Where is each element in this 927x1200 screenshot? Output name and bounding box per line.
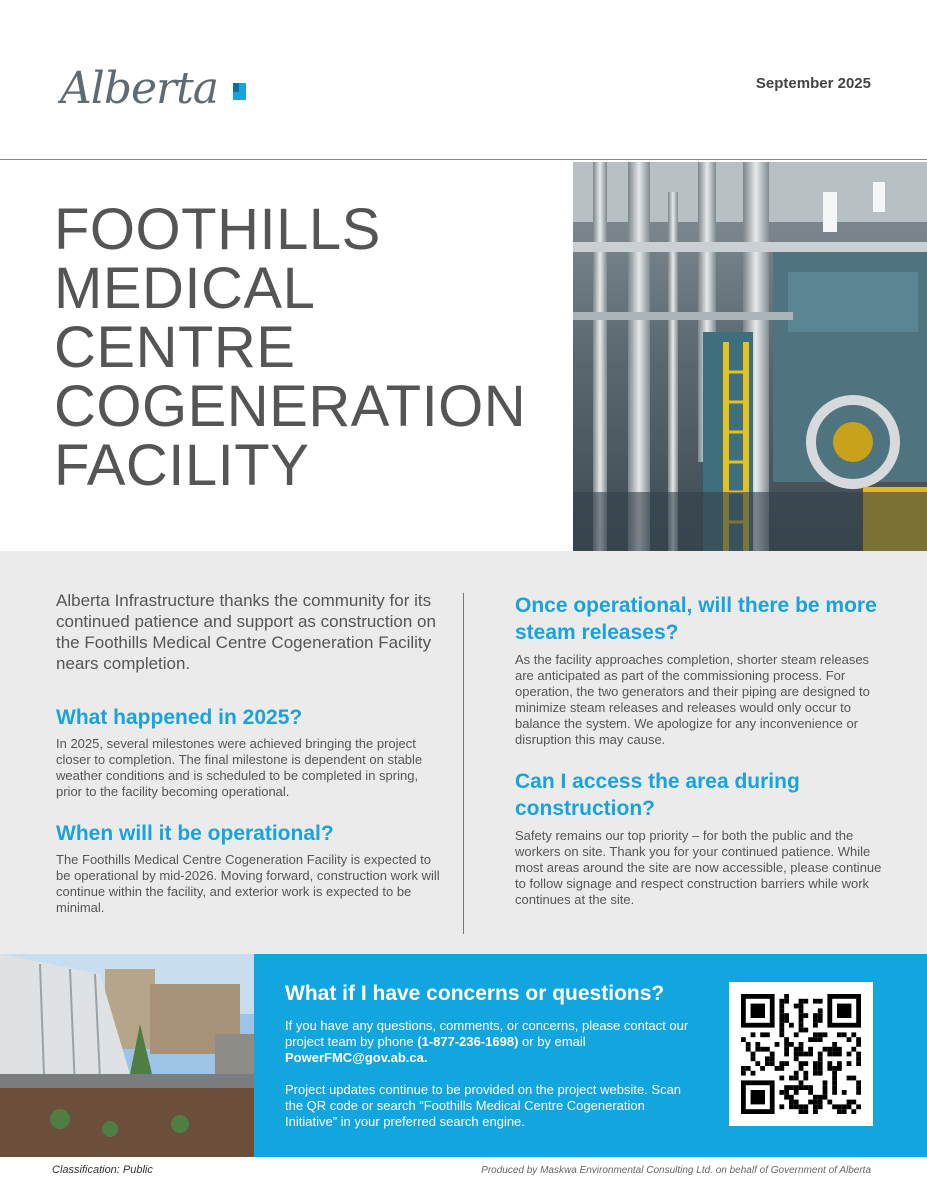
right-column [515, 592, 885, 928]
title-line: FACILITY [54, 433, 310, 498]
header-divider [0, 159, 927, 160]
alberta-logo-text: Alberta [60, 63, 218, 114]
title-line: FOOTHILLS [54, 197, 381, 262]
contact-text: If you have any questions, comments, or concerns, please contact our project team by phone [285, 1018, 689, 1049]
contact-paragraph [285, 1018, 690, 1066]
contact-text: or by email [518, 1034, 586, 1049]
section-body: The Foothills Medical Centre Cogeneration Facility is expected to be operational by mid-2026. Moving forward, construction work will continue within the facility, and exterior work is expected to be minimal. [56, 852, 440, 915]
facility-interior-photo [573, 162, 927, 551]
building-exterior-photo [0, 954, 254, 1157]
alberta-logo [58, 46, 258, 116]
section-heading: When will it be operational? [56, 822, 334, 845]
left-column [56, 590, 446, 936]
producer-credit: Produced by Maskwa Environmental Consulting Ltd. on behalf of Government of Alberta [481, 1165, 871, 1176]
section-body: As the facility approaches completion, shorter steam releases are anticipated as part of the commissioning process. For operation, the two generators and their piping are designed to minimize steam releases and releases would only occur to balance the system. We apologize for any inconvenience or disruption this may cause. [515, 652, 870, 747]
section-heading: Once operational, will there be more steam releases? [515, 594, 877, 644]
title-line: CENTRE [54, 315, 296, 380]
contact-panel [254, 954, 927, 1157]
website-paragraph: Project updates continue to be provided on the project website. Scan the QR code or search “Foothills Medical Centre Cogeneration Initiative” in your preferred search engine. [285, 1082, 682, 1129]
page-title [54, 197, 564, 498]
phone-number[interactable]: (1-877-236-1698) [417, 1034, 519, 1049]
contact-heading: What if I have concerns or questions? [285, 982, 665, 1005]
issue-date: September 2025 [755, 75, 871, 92]
intro-paragraph: Alberta Infrastructure thanks the community for its continued patience and support as construction on the Foothills Medical Centre Cogeneration Facility nears completion. [56, 591, 436, 673]
title-line: MEDICAL [54, 256, 316, 321]
section-heading: What happened in 2025? [56, 706, 303, 729]
email-link[interactable]: PowerFMC@gov.ab.ca. [285, 1050, 428, 1065]
title-line: COGENERATION [54, 374, 527, 439]
classification-label: Classification: Public [52, 1164, 153, 1176]
column-divider [463, 593, 464, 934]
section-body: In 2025, several milestones were achieved bringing the project closer to completion. The final milestone is dependent on stable weather conditions and is scheduled to be completed in spring, prior to the facility becoming operational. [56, 736, 423, 799]
qr-code[interactable] [729, 982, 873, 1126]
section-body: Safety remains our top priority – for both the public and the workers on site. Thank you for your continued patience. While most areas around the site are now accessible, please continue to follow signage and respect construction barriers while work continues at the site. [515, 828, 882, 907]
section-heading: Can I access the area during construction? [515, 770, 800, 820]
